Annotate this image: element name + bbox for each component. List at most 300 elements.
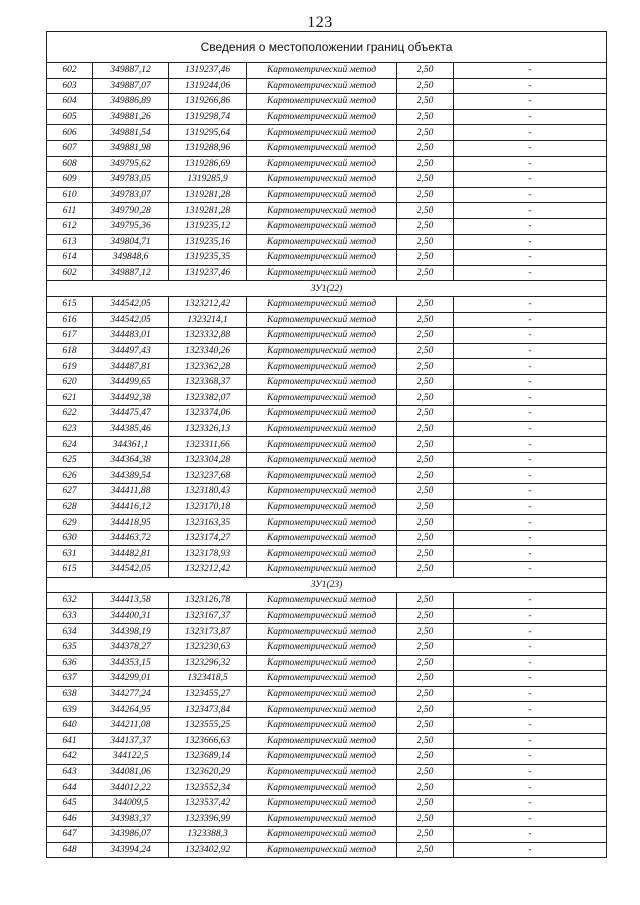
x-coordinate-cell: 344416,12 [93, 499, 169, 515]
description-cell: - [454, 842, 607, 858]
point-number-cell: 643 [47, 764, 93, 780]
measurement-method-cell: Картометрический метод [247, 795, 397, 811]
table-row [47, 484, 607, 500]
y-coordinate-cell: 1319235,16 [169, 234, 247, 250]
point-number-cell: 631 [47, 546, 93, 562]
point-number-cell: 602 [47, 63, 93, 79]
y-coordinate-cell: 1319288,96 [169, 140, 247, 156]
accuracy-cell: 2,50 [397, 78, 454, 94]
accuracy-cell: 2,50 [397, 374, 454, 390]
x-coordinate-cell: 344463,72 [93, 530, 169, 546]
table-row [47, 702, 607, 718]
description-cell: - [454, 593, 607, 609]
accuracy-cell: 2,50 [397, 655, 454, 671]
y-coordinate-cell: 1323304,28 [169, 452, 247, 468]
description-cell: - [454, 234, 607, 250]
y-coordinate-cell: 1323473,84 [169, 702, 247, 718]
x-coordinate-cell: 344211,08 [93, 717, 169, 733]
x-coordinate-cell: 344081,06 [93, 764, 169, 780]
x-coordinate-cell: 344012,22 [93, 780, 169, 796]
measurement-method-cell: Картометрический метод [247, 811, 397, 827]
x-coordinate-cell: 344378,27 [93, 639, 169, 655]
table-row [47, 780, 607, 796]
measurement-method-cell: Картометрический метод [247, 562, 397, 578]
accuracy-cell: 2,50 [397, 593, 454, 609]
measurement-method-cell: Картометрический метод [247, 515, 397, 531]
point-number-cell: 625 [47, 452, 93, 468]
description-cell: - [454, 125, 607, 141]
accuracy-cell: 2,50 [397, 172, 454, 188]
point-number-cell: 632 [47, 593, 93, 609]
point-number-cell: 630 [47, 530, 93, 546]
measurement-method-cell: Картометрический метод [247, 437, 397, 453]
page-number: 123 [307, 14, 333, 31]
accuracy-cell: 2,50 [397, 842, 454, 858]
x-coordinate-cell: 349886,89 [93, 94, 169, 110]
accuracy-cell: 2,50 [397, 546, 454, 562]
x-coordinate-cell: 344361,1 [93, 437, 169, 453]
table-row [47, 172, 607, 188]
y-coordinate-cell: 1319237,46 [169, 265, 247, 281]
x-coordinate-cell: 343983,37 [93, 811, 169, 827]
point-number-cell: 623 [47, 421, 93, 437]
description-cell: - [454, 655, 607, 671]
description-cell: - [454, 63, 607, 79]
measurement-method-cell: Картометрический метод [247, 140, 397, 156]
point-number-cell: 613 [47, 234, 93, 250]
measurement-method-cell: Картометрический метод [247, 94, 397, 110]
measurement-method-cell: Картометрический метод [247, 468, 397, 484]
accuracy-cell: 2,50 [397, 218, 454, 234]
table-row [47, 655, 607, 671]
measurement-method-cell: Картометрический метод [247, 125, 397, 141]
description-cell: - [454, 78, 607, 94]
accuracy-cell: 2,50 [397, 187, 454, 203]
table-row [47, 562, 607, 578]
y-coordinate-cell: 1323212,42 [169, 562, 247, 578]
point-number-cell: 614 [47, 250, 93, 266]
accuracy-cell: 2,50 [397, 749, 454, 765]
accuracy-cell: 2,50 [397, 203, 454, 219]
x-coordinate-cell: 344475,47 [93, 406, 169, 422]
y-coordinate-cell: 1323126,78 [169, 593, 247, 609]
point-number-cell: 617 [47, 328, 93, 344]
measurement-method-cell: Картометрический метод [247, 499, 397, 515]
point-number-cell: 610 [47, 187, 93, 203]
accuracy-cell: 2,50 [397, 125, 454, 141]
measurement-method-cell: Картометрический метод [247, 374, 397, 390]
table-row [47, 686, 607, 702]
point-number-cell: 647 [47, 827, 93, 843]
x-coordinate-cell: 344487,81 [93, 359, 169, 375]
accuracy-cell: 2,50 [397, 390, 454, 406]
y-coordinate-cell: 1323402,92 [169, 842, 247, 858]
description-cell: - [454, 624, 607, 640]
measurement-method-cell: Картометрический метод [247, 452, 397, 468]
x-coordinate-cell: 349881,26 [93, 109, 169, 125]
x-coordinate-cell: 344497,43 [93, 343, 169, 359]
x-coordinate-cell: 349881,54 [93, 125, 169, 141]
accuracy-cell: 2,50 [397, 359, 454, 375]
y-coordinate-cell: 1323368,37 [169, 374, 247, 390]
description-cell: - [454, 671, 607, 687]
table-row [47, 842, 607, 858]
y-coordinate-cell: 1319281,28 [169, 187, 247, 203]
description-cell: - [454, 172, 607, 188]
x-coordinate-cell: 349795,36 [93, 218, 169, 234]
table-row [47, 827, 607, 843]
description-cell: - [454, 265, 607, 281]
description-cell: - [454, 452, 607, 468]
accuracy-cell: 2,50 [397, 717, 454, 733]
x-coordinate-cell: 349783,07 [93, 187, 169, 203]
y-coordinate-cell: 1323173,87 [169, 624, 247, 640]
y-coordinate-cell: 1323418,5 [169, 671, 247, 687]
point-number-cell: 619 [47, 359, 93, 375]
measurement-method-cell: Картометрический метод [247, 390, 397, 406]
x-coordinate-cell: 349881,98 [93, 140, 169, 156]
x-coordinate-cell: 344483,01 [93, 328, 169, 344]
accuracy-cell: 2,50 [397, 562, 454, 578]
description-cell: - [454, 421, 607, 437]
y-coordinate-cell: 1323174,27 [169, 530, 247, 546]
measurement-method-cell: Картометрический метод [247, 109, 397, 125]
table-row [47, 452, 607, 468]
y-coordinate-cell: 1323537,42 [169, 795, 247, 811]
y-coordinate-cell: 1319285,9 [169, 172, 247, 188]
accuracy-cell: 2,50 [397, 312, 454, 328]
table-row [47, 78, 607, 94]
description-cell: - [454, 187, 607, 203]
table-row [47, 328, 607, 344]
boundary-coordinates-table [46, 31, 607, 858]
point-number-cell: 639 [47, 702, 93, 718]
point-number-cell: 638 [47, 686, 93, 702]
table-row [47, 593, 607, 609]
measurement-method-cell: Картометрический метод [247, 78, 397, 94]
table-row [47, 265, 607, 281]
point-number-cell: 605 [47, 109, 93, 125]
point-number-cell: 628 [47, 499, 93, 515]
description-cell: - [454, 374, 607, 390]
y-coordinate-cell: 1319286,69 [169, 156, 247, 172]
description-cell: - [454, 343, 607, 359]
section-label: ЗУ1(22) [47, 281, 607, 297]
point-number-cell: 629 [47, 515, 93, 531]
section-label: ЗУ1(23) [47, 577, 607, 593]
x-coordinate-cell: 349848,6 [93, 250, 169, 266]
y-coordinate-cell: 1323167,37 [169, 608, 247, 624]
accuracy-cell: 2,50 [397, 702, 454, 718]
y-coordinate-cell: 1319244,06 [169, 78, 247, 94]
table-row [47, 109, 607, 125]
description-cell: - [454, 140, 607, 156]
measurement-method-cell: Картометрический метод [247, 63, 397, 79]
table-row [47, 749, 607, 765]
accuracy-cell: 2,50 [397, 624, 454, 640]
table-body [47, 32, 607, 858]
accuracy-cell: 2,50 [397, 265, 454, 281]
point-number-cell: 616 [47, 312, 93, 328]
measurement-method-cell: Картометрический метод [247, 187, 397, 203]
point-number-cell: 609 [47, 172, 93, 188]
table-row [47, 608, 607, 624]
table-row [47, 671, 607, 687]
description-cell: - [454, 686, 607, 702]
description-cell: - [454, 203, 607, 219]
x-coordinate-cell: 344353,15 [93, 655, 169, 671]
description-cell: - [454, 437, 607, 453]
table-row [47, 624, 607, 640]
accuracy-cell: 2,50 [397, 671, 454, 687]
x-coordinate-cell: 344542,05 [93, 312, 169, 328]
description-cell: - [454, 546, 607, 562]
x-coordinate-cell: 344499,65 [93, 374, 169, 390]
description-cell: - [454, 156, 607, 172]
x-coordinate-cell: 349804,71 [93, 234, 169, 250]
accuracy-cell: 2,50 [397, 94, 454, 110]
description-cell: - [454, 733, 607, 749]
measurement-method-cell: Картометрический метод [247, 780, 397, 796]
accuracy-cell: 2,50 [397, 639, 454, 655]
table-row [47, 546, 607, 562]
y-coordinate-cell: 1319235,12 [169, 218, 247, 234]
measurement-method-cell: Картометрический метод [247, 686, 397, 702]
accuracy-cell: 2,50 [397, 811, 454, 827]
x-coordinate-cell: 349790,28 [93, 203, 169, 219]
measurement-method-cell: Картометрический метод [247, 655, 397, 671]
description-cell: - [454, 530, 607, 546]
x-coordinate-cell: 344385,46 [93, 421, 169, 437]
accuracy-cell: 2,50 [397, 63, 454, 79]
y-coordinate-cell: 1323552,34 [169, 780, 247, 796]
measurement-method-cell: Картометрический метод [247, 328, 397, 344]
y-coordinate-cell: 1323382,07 [169, 390, 247, 406]
table-row [47, 234, 607, 250]
y-coordinate-cell: 1323180,43 [169, 484, 247, 500]
table-row [47, 717, 607, 733]
accuracy-cell: 2,50 [397, 343, 454, 359]
measurement-method-cell: Картометрический метод [247, 671, 397, 687]
point-number-cell: 607 [47, 140, 93, 156]
y-coordinate-cell: 1319281,28 [169, 203, 247, 219]
point-number-cell: 633 [47, 608, 93, 624]
accuracy-cell: 2,50 [397, 499, 454, 515]
x-coordinate-cell: 349887,07 [93, 78, 169, 94]
point-number-cell: 645 [47, 795, 93, 811]
x-coordinate-cell: 344009,5 [93, 795, 169, 811]
x-coordinate-cell: 343994,24 [93, 842, 169, 858]
y-coordinate-cell: 1323212,42 [169, 296, 247, 312]
table-row [47, 515, 607, 531]
measurement-method-cell: Картометрический метод [247, 546, 397, 562]
accuracy-cell: 2,50 [397, 608, 454, 624]
measurement-method-cell: Картометрический метод [247, 593, 397, 609]
accuracy-cell: 2,50 [397, 437, 454, 453]
measurement-method-cell: Картометрический метод [247, 343, 397, 359]
x-coordinate-cell: 344413,58 [93, 593, 169, 609]
table-row [47, 218, 607, 234]
measurement-method-cell: Картометрический метод [247, 406, 397, 422]
measurement-method-cell: Картометрический метод [247, 842, 397, 858]
measurement-method-cell: Картометрический метод [247, 203, 397, 219]
description-cell: - [454, 406, 607, 422]
point-number-cell: 634 [47, 624, 93, 640]
y-coordinate-cell: 1323340,26 [169, 343, 247, 359]
measurement-method-cell: Картометрический метод [247, 359, 397, 375]
point-number-cell: 627 [47, 484, 93, 500]
accuracy-cell: 2,50 [397, 733, 454, 749]
accuracy-cell: 2,50 [397, 140, 454, 156]
description-cell: - [454, 468, 607, 484]
measurement-method-cell: Картометрический метод [247, 717, 397, 733]
y-coordinate-cell: 1323237,68 [169, 468, 247, 484]
measurement-method-cell: Картометрический метод [247, 749, 397, 765]
point-number-cell: 648 [47, 842, 93, 858]
y-coordinate-cell: 1323666,63 [169, 733, 247, 749]
y-coordinate-cell: 1323388,3 [169, 827, 247, 843]
y-coordinate-cell: 1323296,32 [169, 655, 247, 671]
x-coordinate-cell: 344482,81 [93, 546, 169, 562]
y-coordinate-cell: 1319266,86 [169, 94, 247, 110]
description-cell: - [454, 780, 607, 796]
y-coordinate-cell: 1323689,14 [169, 749, 247, 765]
table-row [47, 140, 607, 156]
y-coordinate-cell: 1323311,66 [169, 437, 247, 453]
section-header-row [47, 577, 607, 593]
table-row [47, 94, 607, 110]
point-number-cell: 615 [47, 562, 93, 578]
x-coordinate-cell: 344389,54 [93, 468, 169, 484]
point-number-cell: 636 [47, 655, 93, 671]
description-cell: - [454, 702, 607, 718]
point-number-cell: 635 [47, 639, 93, 655]
table-row [47, 390, 607, 406]
description-cell: - [454, 218, 607, 234]
point-number-cell: 640 [47, 717, 93, 733]
x-coordinate-cell: 344137,37 [93, 733, 169, 749]
x-coordinate-cell: 344492,38 [93, 390, 169, 406]
point-number-cell: 603 [47, 78, 93, 94]
point-number-cell: 604 [47, 94, 93, 110]
description-cell: - [454, 639, 607, 655]
description-cell: - [454, 250, 607, 266]
description-cell: - [454, 827, 607, 843]
measurement-method-cell: Картометрический метод [247, 234, 397, 250]
point-number-cell: 644 [47, 780, 93, 796]
accuracy-cell: 2,50 [397, 109, 454, 125]
table-row [47, 343, 607, 359]
description-cell: - [454, 94, 607, 110]
table-row [47, 63, 607, 79]
y-coordinate-cell: 1319295,64 [169, 125, 247, 141]
table-row [47, 312, 607, 328]
y-coordinate-cell: 1323214,1 [169, 312, 247, 328]
x-coordinate-cell: 344264,95 [93, 702, 169, 718]
table-title: Сведения о местоположении границ объекта [47, 32, 607, 63]
x-coordinate-cell: 349887,12 [93, 63, 169, 79]
y-coordinate-cell: 1323170,18 [169, 499, 247, 515]
point-number-cell: 637 [47, 671, 93, 687]
y-coordinate-cell: 1323178,93 [169, 546, 247, 562]
table-row [47, 437, 607, 453]
accuracy-cell: 2,50 [397, 780, 454, 796]
x-coordinate-cell: 344277,24 [93, 686, 169, 702]
x-coordinate-cell: 344542,05 [93, 562, 169, 578]
accuracy-cell: 2,50 [397, 530, 454, 546]
accuracy-cell: 2,50 [397, 686, 454, 702]
point-number-cell: 622 [47, 406, 93, 422]
x-coordinate-cell: 349783,05 [93, 172, 169, 188]
measurement-method-cell: Картометрический метод [247, 172, 397, 188]
measurement-method-cell: Картометрический метод [247, 312, 397, 328]
description-cell: - [454, 484, 607, 500]
accuracy-cell: 2,50 [397, 827, 454, 843]
table-row [47, 203, 607, 219]
measurement-method-cell: Картометрический метод [247, 484, 397, 500]
y-coordinate-cell: 1323230,63 [169, 639, 247, 655]
measurement-method-cell: Картометрический метод [247, 265, 397, 281]
table-row [47, 639, 607, 655]
y-coordinate-cell: 1323163,35 [169, 515, 247, 531]
point-number-cell: 618 [47, 343, 93, 359]
x-coordinate-cell: 344299,01 [93, 671, 169, 687]
table-row [47, 468, 607, 484]
measurement-method-cell: Картометрический метод [247, 296, 397, 312]
accuracy-cell: 2,50 [397, 421, 454, 437]
table-row [47, 125, 607, 141]
point-number-cell: 608 [47, 156, 93, 172]
table-row [47, 733, 607, 749]
point-number-cell: 621 [47, 390, 93, 406]
y-coordinate-cell: 1319298,74 [169, 109, 247, 125]
accuracy-cell: 2,50 [397, 250, 454, 266]
point-number-cell: 620 [47, 374, 93, 390]
description-cell: - [454, 390, 607, 406]
table-row [47, 811, 607, 827]
y-coordinate-cell: 1323326,13 [169, 421, 247, 437]
x-coordinate-cell: 344364,38 [93, 452, 169, 468]
y-coordinate-cell: 1323332,88 [169, 328, 247, 344]
description-cell: - [454, 764, 607, 780]
accuracy-cell: 2,50 [397, 296, 454, 312]
table-row [47, 156, 607, 172]
point-number-cell: 641 [47, 733, 93, 749]
x-coordinate-cell: 343986,07 [93, 827, 169, 843]
y-coordinate-cell: 1323362,28 [169, 359, 247, 375]
y-coordinate-cell: 1323374,06 [169, 406, 247, 422]
accuracy-cell: 2,50 [397, 764, 454, 780]
description-cell: - [454, 749, 607, 765]
point-number-cell: 615 [47, 296, 93, 312]
description-cell: - [454, 562, 607, 578]
point-number-cell: 624 [47, 437, 93, 453]
x-coordinate-cell: 344122,5 [93, 749, 169, 765]
accuracy-cell: 2,50 [397, 406, 454, 422]
description-cell: - [454, 499, 607, 515]
point-number-cell: 612 [47, 218, 93, 234]
measurement-method-cell: Картометрический метод [247, 827, 397, 843]
table-row [47, 499, 607, 515]
accuracy-cell: 2,50 [397, 452, 454, 468]
point-number-cell: 646 [47, 811, 93, 827]
point-number-cell: 611 [47, 203, 93, 219]
measurement-method-cell: Картометрический метод [247, 639, 397, 655]
x-coordinate-cell: 349795,62 [93, 156, 169, 172]
table-row [47, 406, 607, 422]
accuracy-cell: 2,50 [397, 515, 454, 531]
table-row [47, 764, 607, 780]
